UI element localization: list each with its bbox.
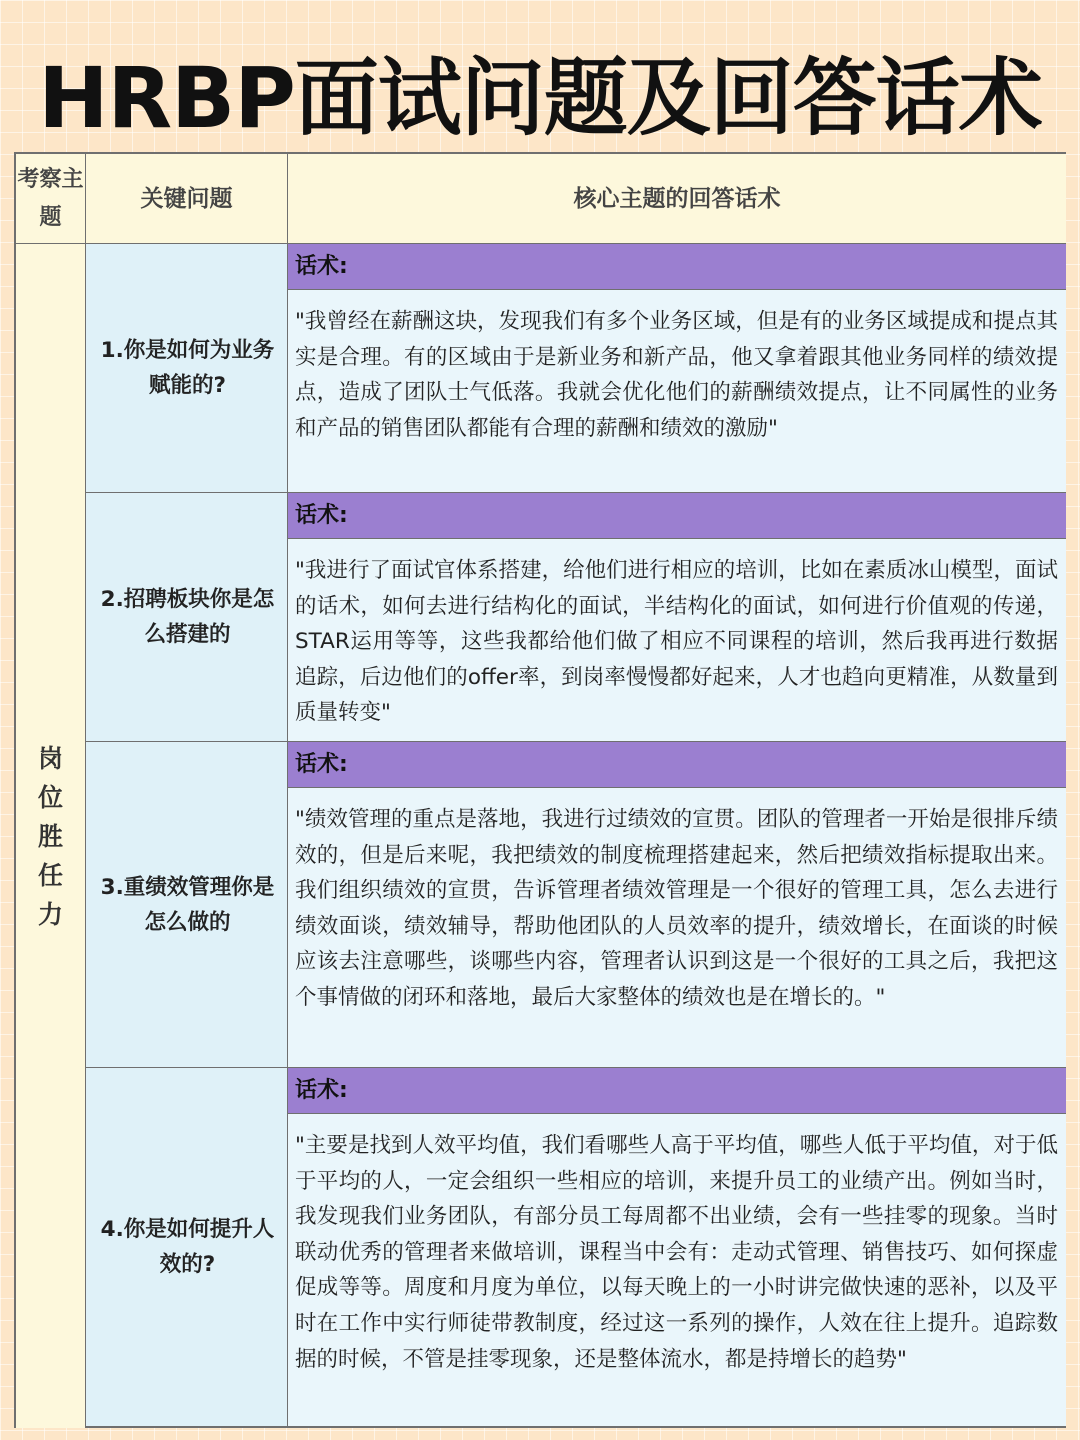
question-text: 3.重绩效管理你是怎么做的	[100, 874, 275, 935]
answer-text: "我进行了面试官体系搭建，给他们进行相应的培训，比如在素质冰山模型，面试的话术，如何去进行结构化的面试，半结构化的面试，如何进行价值观的传递，STAR运用等等，这些我都给他们做了相应不同课程的培训，然后我再进行数据追踪，后边他们的offer率，到岗率慢慢都好起来，人才也趋向更精准，从数量到质量转变"	[288, 539, 1066, 742]
question-cell	[86, 742, 288, 1068]
answer-text: "绩效管理的重点是落地，我进行过绩效的宣贯。团队的管理者一开始是很排斥绩效的，但是后来呢，我把绩效的制度梳理搭建起来，然后把绩效指标提取出来。我们组织绩效的宣贯，告诉管理者绩效管理是一个很好的管理工具，怎么去进行绩效面谈，绩效辅导，帮助他团队的人员效率的提升，绩效增长，在面谈的时候应该去注意哪些，谈哪些内容，管理者认识到这是一个很好的工具之后，我把这个事情做的闭环和落地，最后大家整体的绩效也是在增长的。"	[288, 788, 1066, 1068]
answer-label: 话术:	[288, 493, 1066, 539]
question-text: 2.招聘板块你是怎么搭建的	[100, 587, 275, 647]
answer-text: "主要是找到人效平均值，我们看哪些人高于平均值，哪些人低于平均值，对于低于平均的人，一定会组织一些相应的培训，来提升员工的业绩产出。例如当时，我发现我们业务团队，有部分员工每周都不出业绩，会有一些挂零的现象。当时联动优秀的管理者来做培训，课程当中会有：走动式管理、销售技巧、如何探虚促成等等。周度和月度为单位，以每天晚上的一小时讲完做快速的恶补，以及平时在工作中实行师徒带教制度，经过这一系列的操作，人效在往上提升。追踪数据的时候，不管是挂零现象，还是整体流水，都是持增长的趋势"	[288, 1114, 1066, 1426]
header-answer: 核心主题的回答话术	[288, 154, 1066, 244]
answer-text: "我曾经在薪酬这块，发现我们有多个业务区域，但是有的业务区域提成和提点其实是合理。有的区域由于是新业务和新产品，他又拿着跟其他业务同样的绩效提点，造成了团队士气低落。我就会优化他们的薪酬绩效提点，让不同属性的业务和产品的销售团队都能有合理的薪酬和绩效的激励"	[288, 290, 1066, 493]
category-label: 岗位胜任力	[37, 743, 63, 929]
header-question: 关键问题	[86, 154, 288, 244]
question-cell	[86, 1068, 288, 1426]
answer-label: 话术:	[288, 244, 1066, 290]
category-cell	[16, 244, 86, 1428]
question-text: 4.你是如何提升人效的?	[100, 1217, 275, 1277]
question-cell	[86, 493, 288, 742]
answer-label: 话术:	[288, 1068, 1066, 1114]
page-title: HRBP面试问题及回答话术	[38, 49, 1042, 147]
header-topic: 考察主题	[16, 154, 86, 244]
question-text: 1.你是如何为业务赋能的?	[100, 338, 275, 398]
answer-label: 话术:	[288, 742, 1066, 788]
qa-table	[14, 152, 1066, 1428]
question-cell	[86, 244, 288, 493]
